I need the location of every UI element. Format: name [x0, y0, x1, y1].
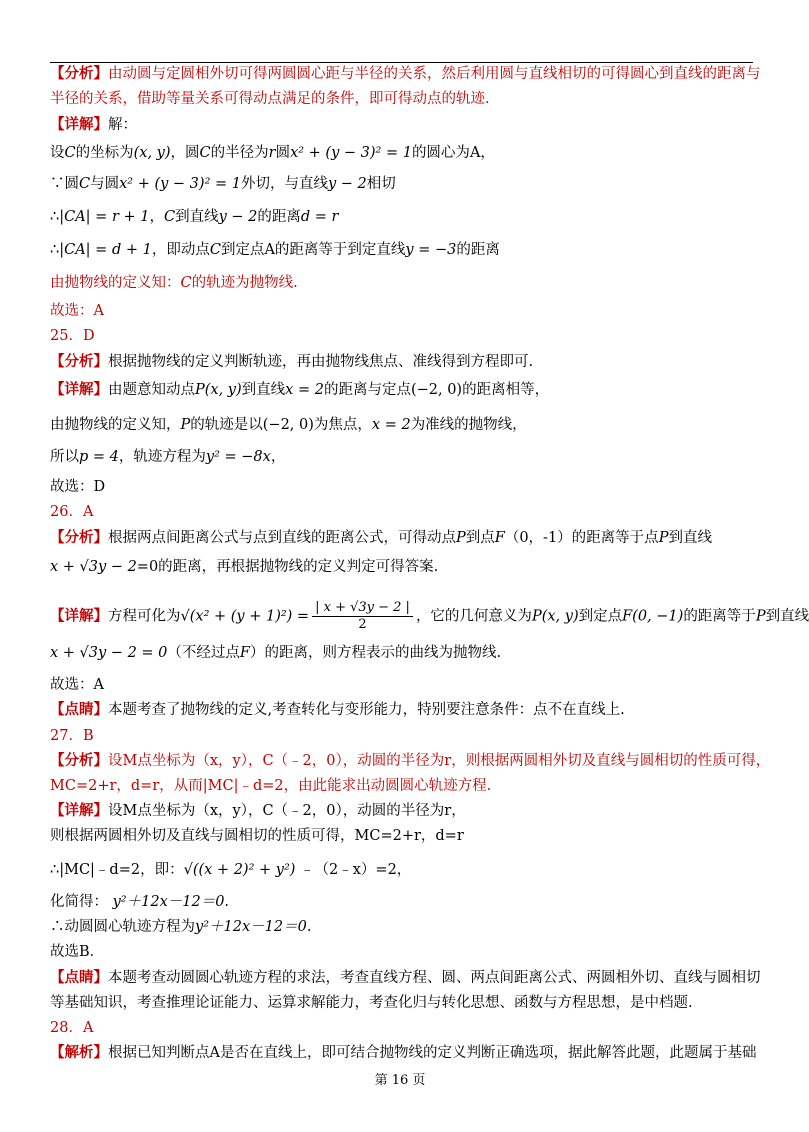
text-line — [50, 993, 693, 1013]
math-expression: C — [180, 275, 192, 291]
math-expression: r — [268, 145, 276, 161]
math-expression: y²＋12x－12＝0 — [112, 894, 225, 910]
text-run: 到定点 — [578, 608, 623, 625]
section-label: 【分析】 — [50, 752, 108, 769]
math-expression: |CA| = d + 1 — [59, 242, 152, 258]
text-run: 的距离 — [456, 242, 500, 258]
text-run: 28．A — [50, 1020, 94, 1036]
text-run: 根据两点间距离公式与点到直线的距离公式，可得动点 — [108, 530, 456, 546]
math-expression: x² + (y − 3)² = 1 — [119, 176, 241, 192]
section-label: 【点睛】 — [50, 969, 108, 986]
text-run: . — [306, 919, 312, 935]
text-line — [50, 240, 500, 260]
text-run: 相切 — [366, 176, 396, 192]
math-expression: F — [494, 530, 505, 546]
text-run: 故选：A — [50, 303, 104, 319]
section-label: 【详解】 — [50, 607, 108, 625]
text-run: 为焦点， — [313, 417, 372, 433]
math-expression: y² = −8x — [205, 449, 271, 465]
text-run: 由题意知动点 — [108, 382, 195, 398]
text-run: 本题考查动圆圆心轨迹方程的求法，考查直线方程、圆、两点间距离公式、两圆相外切、直线与圆相切 — [108, 970, 761, 986]
text-run: 的距离与定点 — [323, 382, 411, 398]
text-run: 26．A — [50, 504, 94, 520]
section-label: 【解析】 — [50, 1044, 108, 1061]
text-run: 为准线的抛物线， — [410, 417, 527, 433]
math-expression: d = r — [300, 209, 339, 225]
math-expression: C — [199, 145, 211, 161]
text-run: . — [224, 894, 230, 910]
text-run: 根据抛物线的定义判断轨迹，再由抛物线焦点、准线得到方程即可. — [108, 354, 534, 370]
math-expression: x + √3y − 2 — [50, 559, 137, 575]
text-run: 故选B． — [50, 944, 105, 960]
section-label: 【详解】 — [50, 802, 108, 819]
page-footer: 第 16 页 — [374, 1073, 426, 1088]
math-expression: (−2, 0) — [410, 382, 463, 398]
text-run: 所以 — [50, 449, 79, 465]
text-run: ∴|MC|﹣d=2，即： — [50, 862, 184, 878]
text-line — [50, 273, 298, 293]
text-run: 半径的关系，借助等量关系可得动点满足的条件，即可得动点的轨迹. — [50, 91, 490, 107]
text-run: 的圆心为 — [411, 145, 470, 161]
math-expression: x = 2 — [371, 417, 411, 433]
text-line — [50, 64, 761, 84]
text-run: 25．D — [50, 328, 95, 344]
text-run: 则根据两圆相外切及直线与圆相切的性质可得，MC=2+r，d=r — [50, 828, 464, 844]
section-label: 【分析】 — [50, 65, 108, 82]
fraction-denominator: 2 — [358, 617, 367, 632]
text-line — [50, 447, 285, 467]
section-label: 【详解】 — [50, 116, 108, 133]
section-label: 【详解】 — [50, 381, 108, 398]
text-run: ∴ — [50, 209, 60, 225]
math-expression: y²＋12x－12＝0 — [195, 919, 307, 935]
text-run: 的距离 — [257, 209, 301, 225]
text-run: 圆 — [275, 145, 291, 161]
text-line — [50, 917, 311, 937]
math-expression: y − 2 — [218, 209, 258, 225]
math-expression: (x, y) — [133, 145, 171, 161]
text-run: 方程可化为 — [108, 608, 181, 625]
text-run: 的半径为 — [210, 145, 269, 161]
math-expression: C — [64, 145, 76, 161]
text-run: =0的距离，再根据抛物线的定义判定可得答案. — [136, 559, 439, 575]
text-run: ， — [149, 209, 164, 225]
text-run: （不经过点 — [167, 645, 240, 661]
text-line — [50, 89, 490, 109]
math-expression: |CA| = r + 1 — [59, 209, 150, 225]
math-expression: x + √3y − 2 = 0 — [50, 645, 168, 661]
text-line — [50, 942, 104, 962]
text-run: 的坐标为 — [75, 145, 134, 161]
text-line — [50, 502, 93, 522]
text-run: ， — [270, 449, 286, 465]
math-expression: P — [755, 608, 766, 625]
math-expression: P — [456, 530, 466, 546]
fraction-numerator: | x + √3y − 2 | — [312, 600, 413, 617]
text-run: 故选：A — [50, 677, 104, 693]
math-expression: A — [264, 242, 275, 258]
text-run: 故选：D — [50, 479, 106, 495]
section-label: 【分析】 — [50, 353, 108, 370]
text-run: 由抛物线的定义知， — [50, 417, 181, 433]
section-label: 【点睛】 — [50, 701, 108, 718]
text-line — [50, 380, 549, 400]
text-run: 本题考查了抛物线的定义,考查转化与变形能力，特别要注意条件：点不在直线上. — [108, 702, 625, 718]
text-line — [50, 1043, 756, 1063]
text-run: 到点 — [465, 530, 495, 546]
math-expression: F — [239, 645, 250, 661]
text-run: 等基础知识，考查推理论证能力、运算求解能力，考查化归与转化思想、函数与方程思想，是中档题. — [50, 995, 693, 1011]
text-run: ，它的几何意义为 — [415, 608, 532, 625]
text-run: ∴动圆圆心轨迹方程为 — [50, 919, 195, 935]
math-expression: √(x² + (y + 1)²) = — [180, 608, 310, 625]
text-line — [50, 700, 625, 720]
text-line — [50, 1018, 93, 1038]
text-run: ）的距离，则方程表示的曲线为抛物线. — [249, 645, 502, 661]
text-line — [50, 675, 104, 695]
math-expression: C — [79, 176, 91, 192]
text-line — [50, 174, 396, 194]
text-run: ， — [480, 145, 495, 161]
text-run: 设M点坐标为（x，y），C（﹣2，0），动圆的半径为r，则根据两圆相外切及直线与圆相切的性质可得， — [108, 753, 771, 769]
text-line — [50, 115, 137, 135]
math-expression: P(x, y) — [195, 382, 242, 398]
text-run: 的距离相等， — [462, 382, 550, 398]
text-line — [50, 643, 501, 663]
fraction — [312, 600, 413, 633]
math-expression: A — [469, 145, 481, 161]
text-run: ﹣（2﹣x）=2， — [295, 862, 412, 878]
text-run: 到直线 — [765, 608, 809, 625]
text-run: 的轨迹为抛物线. — [191, 275, 298, 291]
text-run: 到直线 — [668, 530, 712, 546]
text-line — [50, 892, 229, 912]
text-run: 外切，与直线 — [240, 176, 328, 192]
text-run: 的距离等于 — [683, 608, 756, 625]
text-run: （0，-1）的距离等于点 — [504, 530, 659, 546]
text-run: 27．B — [50, 728, 94, 744]
text-line — [50, 801, 466, 821]
math-expression: y − 2 — [327, 176, 367, 192]
text-line — [50, 776, 491, 796]
math-expression: x = 2 — [285, 382, 324, 398]
math-expression: C — [209, 242, 221, 258]
text-line — [50, 751, 770, 771]
text-run: 到直线 — [175, 209, 219, 225]
text-run: 由动圆与定圆相外切可得两圆圆心距与半径的关系，然后利用圆与直线相切的可得圆心到直线的距离与 — [108, 66, 761, 82]
header-rule — [50, 62, 753, 63]
math-expression: y = −3 — [405, 242, 457, 258]
text-run: 化简得： — [50, 894, 113, 910]
text-run: ，轨迹方程为 — [118, 449, 206, 465]
text-line — [50, 557, 438, 577]
text-line — [50, 326, 95, 346]
text-run: 设M点坐标为（x，y），C（﹣2，0），动圆的半径为r， — [108, 803, 466, 819]
text-line — [50, 600, 809, 633]
math-expression: √((x + 2)² + y²) — [183, 862, 296, 878]
text-run: 的距离等于到定直线 — [274, 242, 406, 258]
text-run: 到直线 — [241, 382, 286, 398]
text-run: ，圆 — [170, 145, 200, 161]
math-expression: P — [658, 530, 669, 546]
math-expression: F(0, −1) — [622, 608, 684, 625]
text-run: 与圆 — [90, 176, 120, 192]
text-line — [50, 143, 495, 163]
text-line — [50, 301, 104, 321]
text-line — [50, 826, 464, 846]
text-run: MC=2+r，d=r，从而|MC|﹣d=2，由此能求出动圆圆心轨迹方程. — [50, 778, 492, 794]
text-run: ∴ — [50, 242, 60, 258]
text-line — [50, 726, 94, 746]
text-line — [50, 352, 533, 372]
math-expression: P(x, y) — [531, 608, 579, 625]
math-expression: x² + (y − 3)² = 1 — [290, 145, 412, 161]
text-run: 设 — [50, 145, 65, 161]
text-line — [50, 860, 411, 880]
text-line — [50, 415, 527, 435]
text-run: 解： — [108, 117, 137, 133]
math-expression: p = 4 — [79, 449, 119, 465]
text-run: 由抛物线的定义知： — [50, 275, 181, 291]
section-label: 【分析】 — [50, 529, 108, 546]
text-line — [50, 207, 338, 227]
text-run: ∵圆 — [50, 176, 79, 192]
text-run: ，即动点 — [151, 242, 210, 258]
text-run: 到定点 — [220, 242, 265, 258]
text-run: 的轨迹是以 — [190, 417, 263, 433]
text-line — [50, 968, 761, 988]
math-expression: P — [180, 417, 191, 433]
text-line — [50, 477, 105, 497]
math-expression: C — [163, 209, 176, 225]
text-line — [50, 528, 712, 548]
math-expression: (−2, 0) — [262, 417, 314, 433]
text-run: 根据已知判断点A是否在直线上，即可结合抛物线的定义判断正确选项，据此解答此题，此题属于基础 — [108, 1045, 757, 1061]
